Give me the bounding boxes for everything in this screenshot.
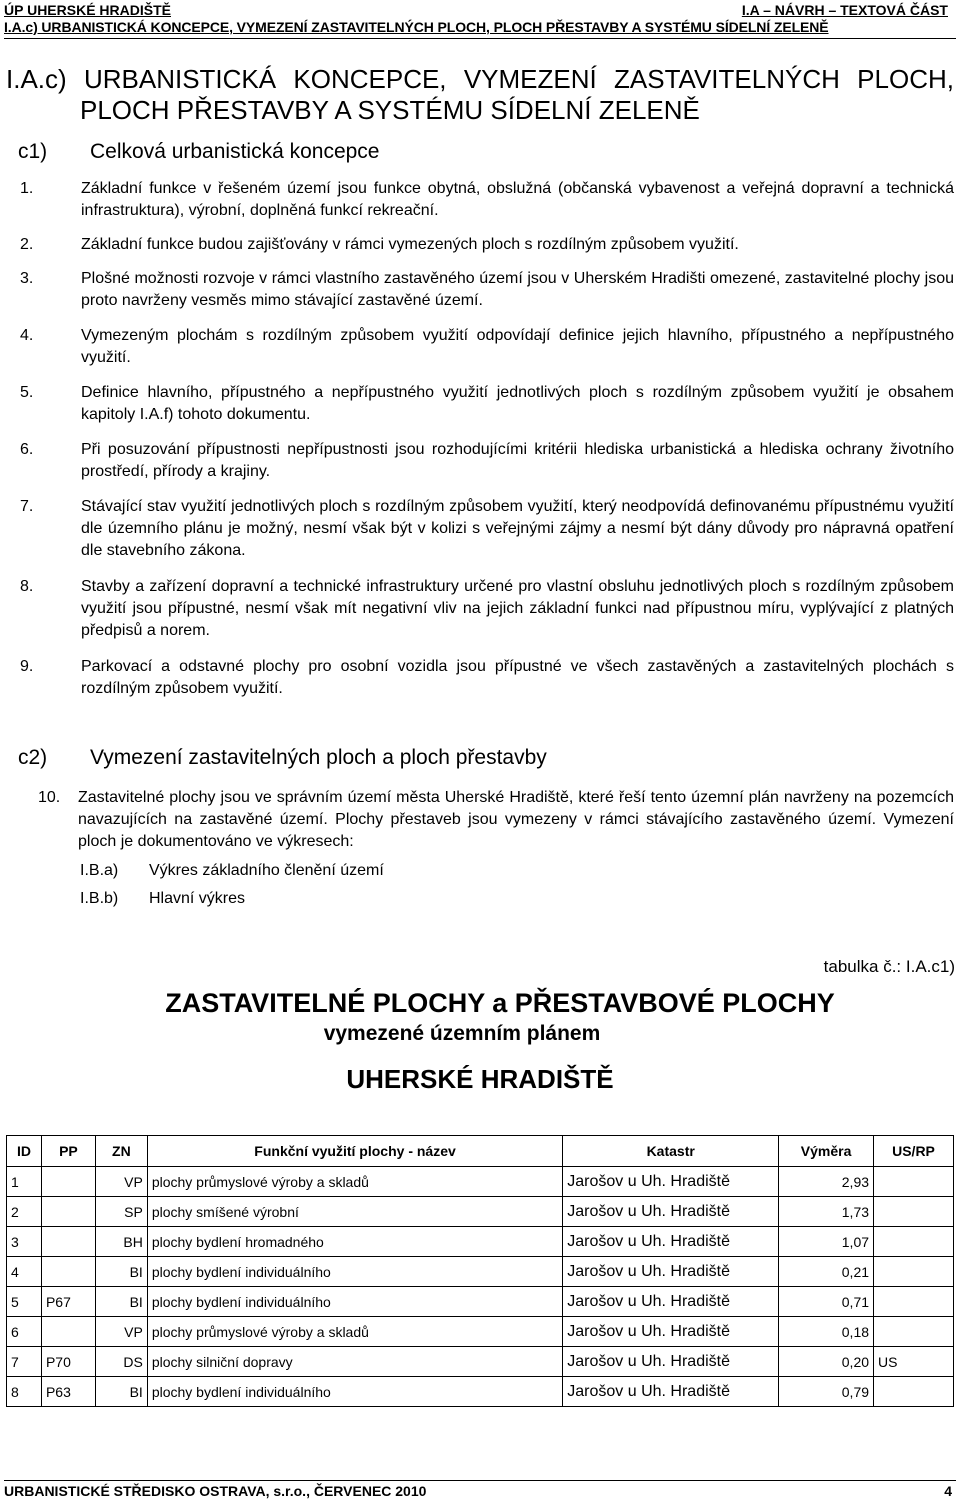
table-row	[7, 1197, 954, 1227]
areas-table	[6, 1135, 954, 1407]
column-header: ZN	[95, 1136, 147, 1167]
cell-zn: VP	[95, 1317, 147, 1347]
item-number: 5.	[20, 384, 34, 401]
section-heading-c2	[18, 746, 547, 770]
page-header	[4, 2, 956, 19]
page-number: 4	[944, 1483, 952, 1499]
cell-id: 8	[7, 1377, 42, 1407]
chapter-heading-line2: PLOCH PŘESTAVBY A SYSTÉMU SÍDELNÍ ZELENĚ	[80, 95, 700, 125]
drawing-name: Výkres základního členění území	[149, 862, 384, 879]
table-row	[7, 1257, 954, 1287]
item-text: Plošné možnosti rozvoje v rámci vlastního zastavěného území jsou v Uherském Hradišti omezené, zastavitelné plochy jsou proto navrženy vesměs mimo stávající zastavěné území.	[81, 270, 954, 309]
item-text: Zastavitelné plochy jsou ve správním území města Uherské Hradiště, které řeší tento územní plán navrženy na pozemcích navazujících na zastavěné území. Plochy přestaveb jsou vymezeny v rámci stávajícího zastavěného území. Vymezení ploch je dokumentováno ve výkresech:	[78, 789, 954, 850]
chapter-heading-word: ZASTAVITELNÝCH	[614, 64, 840, 94]
cell-function: plochy průmyslové výroby a skladů	[147, 1167, 562, 1197]
cell-zn: BI	[95, 1287, 147, 1317]
cell-id: 4	[7, 1257, 42, 1287]
section-title: Vymezení zastavitelných ploch a ploch přestavby	[90, 746, 547, 769]
item-text: Stavby a zařízení dopravní a technické infrastruktury určené pro vlastní obsluhu jednotlivých ploch s rozdílným způsobem využití jsou přípustné, nesmí však mít negativní vliv na jejich základní funkci nad přípustnou míru, vyplývající z platných předpisů a norem.	[81, 578, 954, 639]
table-row	[7, 1287, 954, 1317]
table-header-row	[7, 1136, 954, 1167]
cell-pp	[41, 1257, 95, 1287]
cell-pp	[41, 1317, 95, 1347]
cell-us-rp	[874, 1167, 954, 1197]
section-title: Celková urbanistická koncepce	[90, 140, 380, 163]
drawing-code: I.B.a)	[80, 862, 119, 879]
cell-us-rp	[874, 1377, 954, 1407]
cell-zn: BI	[95, 1377, 147, 1407]
cell-us-rp	[874, 1227, 954, 1257]
section-number: c2)	[18, 746, 48, 769]
chapter-heading	[6, 64, 954, 126]
table-row	[7, 1317, 954, 1347]
cell-function: plochy bydlení individuálního	[147, 1257, 562, 1287]
cell-cadastre: Jarošov u Uh. Hradiště	[563, 1347, 779, 1377]
drawing-code: I.B.b)	[80, 890, 119, 907]
cell-cadastre: Jarošov u Uh. Hradiště	[563, 1287, 779, 1317]
item-number: 10.	[38, 789, 61, 806]
page-footer	[4, 1483, 956, 1499]
cell-cadastre: Jarošov u Uh. Hradiště	[563, 1377, 779, 1407]
table-subtitle: vymezené územním plánem	[323, 1022, 601, 1045]
table-row	[7, 1347, 954, 1377]
header-chapter-name: I.A.c) URBANISTICKÁ KONCEPCE, VYMEZENÍ ZASTAVITELNÝCH PLOCH, PLOCH PŘESTAVBY A SYSTÉMU SÍDELNÍ ZELENĚ	[4, 19, 829, 35]
cell-us-rp: US	[874, 1347, 954, 1377]
cell-cadastre: Jarošov u Uh. Hradiště	[563, 1167, 779, 1197]
item-number: 6.	[20, 441, 34, 458]
table-title: ZASTAVITELNÉ PLOCHY a PŘESTAVBOVÉ PLOCHY	[165, 988, 835, 1018]
header-part-name: I.A – NÁVRH – TEXTOVÁ ČÁST	[741, 2, 948, 18]
cell-area: 0,20	[779, 1347, 874, 1377]
item-number: 3.	[20, 270, 34, 287]
column-header: ID	[7, 1136, 42, 1167]
chapter-heading-word: VYMEZENÍ	[463, 64, 597, 94]
cell-function: plochy průmyslové výroby a skladů	[147, 1317, 562, 1347]
cell-function: plochy bydlení individuálního	[147, 1377, 562, 1407]
cell-cadastre: Jarošov u Uh. Hradiště	[563, 1197, 779, 1227]
cell-area: 2,93	[779, 1167, 874, 1197]
item-text: Základní funkce budou zajišťovány v rámci vymezených ploch s rozdílným způsobem využití.	[81, 236, 739, 253]
cell-area: 0,71	[779, 1287, 874, 1317]
table-row	[7, 1167, 954, 1197]
drawing-name: Hlavní výkres	[149, 890, 246, 907]
item-text: Definice hlavního, přípustného a nepřípustného využití jednotlivých ploch s rozdílným způsobem využití je obsahem kapitoly I.A.f) tohoto dokumentu.	[81, 384, 954, 423]
cell-us-rp	[874, 1257, 954, 1287]
cell-zn: DS	[95, 1347, 147, 1377]
item-number: 7.	[20, 498, 34, 515]
cell-id: 6	[7, 1317, 42, 1347]
table-reference: tabulka č.: I.A.c1)	[823, 957, 955, 976]
cell-us-rp	[874, 1197, 954, 1227]
item-number: 1.	[20, 180, 34, 197]
column-header: Katastr	[563, 1136, 779, 1167]
cell-id: 7	[7, 1347, 42, 1377]
cell-function: plochy smíšené výrobní	[147, 1197, 562, 1227]
cell-area: 1,73	[779, 1197, 874, 1227]
footer-company: URBANISTICKÉ STŘEDISKO OSTRAVA, s.r.o., ČERVENEC 2010	[4, 1483, 427, 1499]
cell-id: 1	[7, 1167, 42, 1197]
chapter-heading-word: PLOCH,	[857, 64, 954, 94]
column-header: Funkční využití plochy - název	[147, 1136, 562, 1167]
cell-cadastre: Jarošov u Uh. Hradiště	[563, 1317, 779, 1347]
cell-area: 0,79	[779, 1377, 874, 1407]
cell-zn: BH	[95, 1227, 147, 1257]
cell-zn: SP	[95, 1197, 147, 1227]
cell-area: 1,07	[779, 1227, 874, 1257]
cell-function: plochy bydlení individuálního	[147, 1287, 562, 1317]
drawing-ref	[80, 888, 245, 910]
header-divider	[4, 38, 956, 39]
cell-area: 0,21	[779, 1257, 874, 1287]
cell-pp: P67	[41, 1287, 95, 1317]
column-header: Výměra	[779, 1136, 874, 1167]
cell-pp	[41, 1227, 95, 1257]
chapter-heading-word: URBANISTICKÁ	[83, 64, 277, 94]
cell-zn: BI	[95, 1257, 147, 1287]
item-number: 9.	[20, 658, 34, 675]
cell-cadastre: Jarošov u Uh. Hradiště	[563, 1227, 779, 1257]
cell-function: plochy bydlení hromadného	[147, 1227, 562, 1257]
drawing-ref	[80, 860, 384, 882]
cell-pp: P63	[41, 1377, 95, 1407]
cell-id: 2	[7, 1197, 42, 1227]
cell-id: 3	[7, 1227, 42, 1257]
table-row	[7, 1377, 954, 1407]
chapter-code: I.A.c)	[6, 64, 67, 94]
item-text: Stávající stav využití jednotlivých ploch s rozdílným způsobem využití, který neodpovídá definovanému přípustnému využití dle územního plánu je možný, nesmí však být v kolizi s veřejnými zájmy a nesmí být dány důvody pro nápravná opatření dle stavebního zákona.	[81, 498, 954, 559]
item-text: Vymezeným plochám s rozdílným způsobem využití odpovídají definice jejich hlavního, přípustného a nepřípustného využití.	[81, 327, 954, 366]
header-document-name: ÚP UHERSKÉ HRADIŠTĚ	[4, 2, 171, 18]
item-text: Při posuzování přípustnosti nepřípustnosti jsou rozhodujícími kritérii hlediska urbanistická a hlediska ochrany životního prostředí, přírody a krajiny.	[81, 441, 954, 480]
table-town: UHERSKÉ HRADIŠTĚ	[346, 1064, 614, 1094]
section-heading-c1	[18, 140, 380, 164]
item-number: 4.	[20, 327, 34, 344]
column-header: US/RP	[874, 1136, 954, 1167]
item-text: Základní funkce v řešeném území jsou funkce obytná, obslužná (občanská vybavenost a veřejná dopravní a technická infrastruktura), výrobní, doplněná funkcí rekreační.	[81, 180, 954, 219]
cell-pp: P70	[41, 1347, 95, 1377]
cell-area: 0,18	[779, 1317, 874, 1347]
cell-pp	[41, 1167, 95, 1197]
table-row	[7, 1227, 954, 1257]
cell-zn: VP	[95, 1167, 147, 1197]
item-number: 8.	[20, 578, 34, 595]
cell-id: 5	[7, 1287, 42, 1317]
cell-function: plochy silniční dopravy	[147, 1347, 562, 1377]
item-text: Parkovací a odstavné plochy pro osobní vozidla jsou přípustné ve všech zastavěných a zastavitelných plochách s rozdílným způsobem využití.	[81, 658, 954, 697]
cell-us-rp	[874, 1287, 954, 1317]
item-number: 2.	[20, 236, 34, 253]
section-number: c1)	[18, 140, 48, 163]
footer-divider	[4, 1480, 956, 1481]
cell-pp	[41, 1197, 95, 1227]
column-header: PP	[41, 1136, 95, 1167]
cell-cadastre: Jarošov u Uh. Hradiště	[563, 1257, 779, 1287]
cell-us-rp	[874, 1317, 954, 1347]
chapter-heading-word: KONCEPCE,	[293, 64, 447, 94]
